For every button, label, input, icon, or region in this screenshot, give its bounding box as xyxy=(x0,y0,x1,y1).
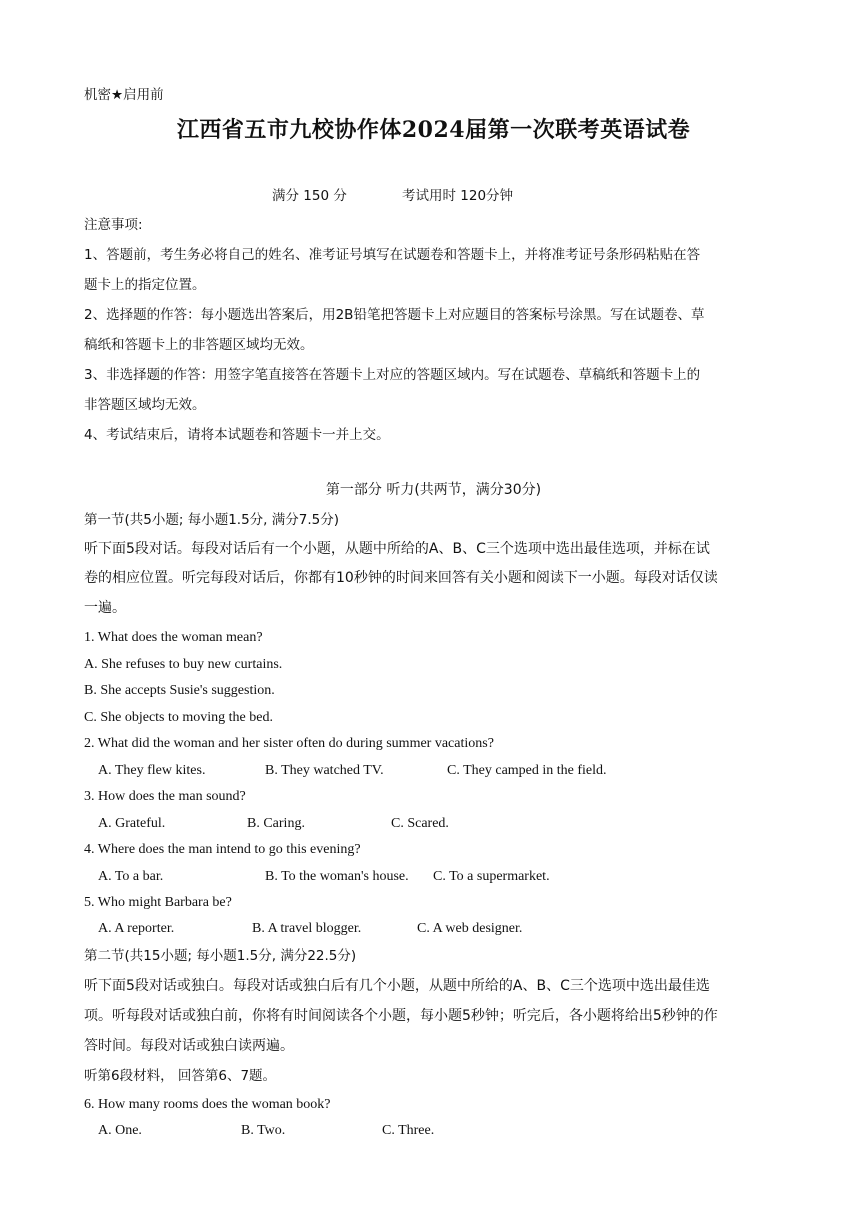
question-3-option-b: B. Caring. xyxy=(247,816,305,831)
note-2-line-2: 稿纸和答题卡上的非答题区域均无效。 xyxy=(84,337,314,353)
question-3: 3. How does the man sound? xyxy=(84,789,246,804)
question-1-option-c: C. She objects to moving the bed. xyxy=(84,710,273,725)
confidential-label: 机密★启用前 xyxy=(84,87,164,103)
question-4-option-a: A. To a bar. xyxy=(98,869,164,884)
question-1: 1. What does the woman mean? xyxy=(84,630,263,645)
question-2: 2. What did the woman and her sister often do during summer vacations? xyxy=(84,736,494,751)
question-5: 5. Who might Barbara be? xyxy=(84,895,232,910)
question-3-option-a: A. Grateful. xyxy=(98,816,166,831)
question-4-option-c: C. To a supermarket. xyxy=(433,869,550,884)
question-6-option-b: B. Two. xyxy=(241,1123,286,1138)
material-6-instruction: 听第6段材料， 回答第6、7题。 xyxy=(84,1068,277,1084)
note-3-line-1: 3、非选择题的作答：用签字笔直接答在答题卡上对应的答题区域内。写在试题卷、草稿纸和答题卡上的 xyxy=(84,367,701,383)
exam-time: 考试用时 120分钟 xyxy=(402,188,514,204)
question-4: 4. Where does the man intend to go this evening? xyxy=(84,842,361,857)
question-5-option-a: A. A reporter. xyxy=(98,921,175,936)
question-4-option-b: B. To the woman's house. xyxy=(265,869,409,884)
section2-instructions-line-2: 项。听每段对话或独白前，你将有时间阅读各个小题，每小题5秒钟；听完后，各小题将给出5秒钟的作 xyxy=(84,1008,718,1024)
exam-title: 江西省五市九校协作体2024届第一次联考英语试卷 xyxy=(176,117,691,143)
note-2-line-1: 2、选择题的作答：每小题选出答案后，用2B铅笔把答题卡上对应题目的答案标号涂黑。写在试题卷、草 xyxy=(84,307,705,323)
note-1-line-2: 题卡上的指定位置。 xyxy=(84,277,206,293)
section1-instructions-line-1: 听下面5段对话。每段对话后有一个小题，从题中所给的A、B、C三个选项中选出最佳选项，并标在试 xyxy=(84,541,710,557)
question-2-option-c: C. They camped in the field. xyxy=(447,763,607,778)
note-1-line-1: 1、答题前，考生务必将自己的姓名、准考证号填写在试题卷和答题卡上，并将准考证号条形码粘贴在答 xyxy=(84,247,701,263)
full-score: 满分 150 分 xyxy=(272,188,347,204)
section2-instructions-line-3: 答时间。每段对话或独白读两遍。 xyxy=(84,1038,294,1054)
question-1-option-a: A. She refuses to buy new curtains. xyxy=(84,657,283,672)
question-6: 6. How many rooms does the woman book? xyxy=(84,1097,331,1112)
note-4: 4、考试结束后，请将本试题卷和答题卡一并上交。 xyxy=(84,427,390,443)
part1-heading: 第一部分 听力(共两节，满分30分) xyxy=(325,482,542,498)
question-5-option-b: B. A travel blogger. xyxy=(252,921,362,936)
question-6-option-c: C. Three. xyxy=(382,1123,435,1138)
question-2-option-a: A. They flew kites. xyxy=(98,763,206,778)
section1-instructions-line-2: 卷的相应位置。听完每段对话后，你都有10秒钟的时间来回答有关小题和阅读下一小题。每段对话仅读 xyxy=(84,570,718,586)
question-5-option-c: C. A web designer. xyxy=(417,921,523,936)
question-1-option-b: B. She accepts Susie's suggestion. xyxy=(84,683,275,698)
question-3-option-c: C. Scared. xyxy=(391,816,449,831)
note-3-line-2: 非答题区域均无效。 xyxy=(84,397,206,413)
question-2-option-b: B. They watched TV. xyxy=(265,763,384,778)
section1-heading: 第一节(共5小题; 每小题1.5分, 满分7.5分) xyxy=(84,512,339,528)
section2-instructions-line-1: 听下面5段对话或独白。每段对话或独白后有几个小题，从题中所给的A、B、C三个选项中选出最佳选 xyxy=(84,978,710,994)
section2-heading: 第二节(共15小题; 每小题1.5分, 满分22.5分) xyxy=(84,948,357,964)
notes-heading: 注意事项: xyxy=(84,217,143,233)
question-6-option-a: A. One. xyxy=(98,1123,142,1138)
section1-instructions-line-3: 一遍。 xyxy=(84,600,126,616)
